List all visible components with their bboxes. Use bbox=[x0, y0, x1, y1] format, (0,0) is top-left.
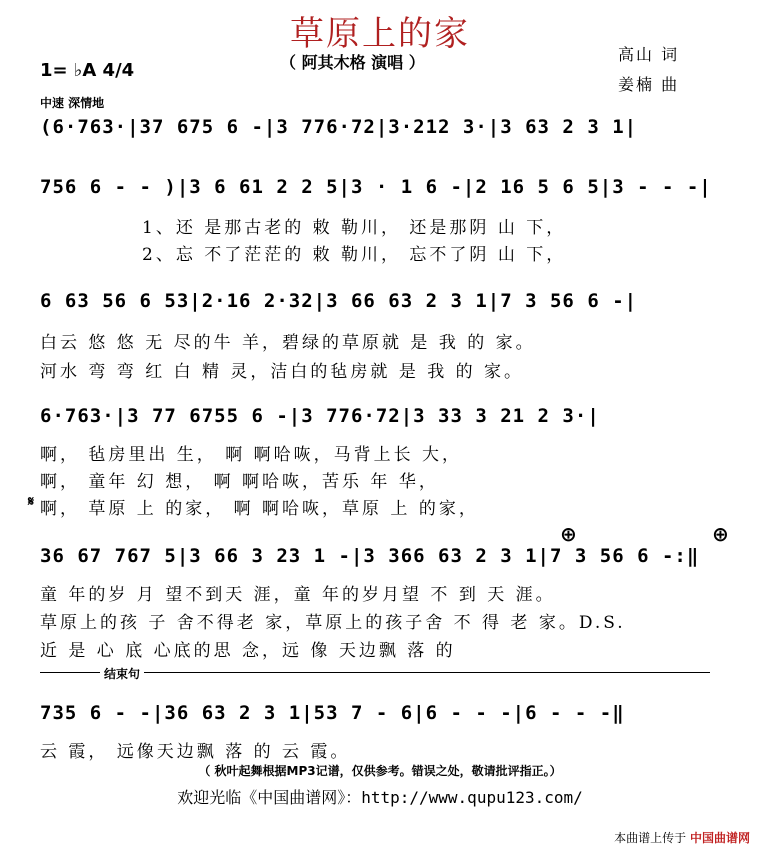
score-row-1: (6·763·|37 675 6 -|3 776·72|3·212 3·|3 63 2 3 1| bbox=[40, 116, 638, 138]
lyric-line: 河水 弯 弯 红 白 精 灵，洁白的毡房就 是 我 的 家。 bbox=[40, 362, 525, 382]
score-row-2: 756 6 - - )|3 6 61 2 2 5|3 · 1 6 -|2 16 5 6 5|3 - - -| bbox=[40, 176, 712, 198]
welcome-link[interactable]: 欢迎光临《中国曲谱网》：http://www.qupu123.com/ bbox=[177, 788, 583, 807]
score-row-6: 735 6 - -|36 63 2 3 1|53 7 - 6|6 - - -|6 - - -‖ bbox=[40, 702, 625, 724]
lyric-line: 1、还 是那古老的 敕 勒川， 还是那阴 山 下， bbox=[142, 218, 567, 238]
performer-credit: （ 阿其木格 演唱 ） bbox=[280, 53, 425, 72]
score-row-4: 6·763·|3 77 6755 6 -|3 776·72|3 33 3 21 2 3·| bbox=[40, 405, 600, 427]
composer-credit: 姜楠 曲 bbox=[618, 75, 680, 94]
lyric-line: 童 年的岁 月 望不到天 涯，童 年的岁月望 不 到 天 涯。 bbox=[40, 585, 556, 605]
lyric-line: 白云 悠 悠 无 尽的牛 羊，碧绿的草原就 是 我 的 家。 bbox=[40, 333, 536, 353]
lyric-line: 近 是 心 底 心底的思 念，远 像 天边飘 落 的 bbox=[40, 641, 456, 661]
segno-icon: 𝄋 bbox=[28, 494, 35, 510]
score-row-5: 36 67 767 5|3 66 3 23 1 -|3 366 63 2 3 1|7 3 56 6 -:‖ bbox=[40, 545, 700, 567]
transcription-note: （ 秋叶起舞根据MP3记谱，仅供参考。错误之处，敬请批评指正。） bbox=[198, 764, 562, 778]
key-signature: 1= ♭A 4/4 bbox=[40, 60, 135, 81]
upload-credit bbox=[614, 829, 750, 846]
lyric-line: 草原上的孩 子 舍不得老 家，草原上的孩子舍 不 得 老 家。D.S. bbox=[40, 613, 626, 633]
lyricist-credit: 高山 词 bbox=[618, 45, 680, 64]
lyric-line: 啊， 童年 幻 想， 啊 啊哈咴，苦乐 年 华， bbox=[40, 472, 439, 492]
song-title: 草原上的家 bbox=[290, 14, 470, 54]
lyric-line: 2、忘 不了茫茫的 敕 勒川， 忘不了阴 山 下， bbox=[142, 245, 567, 265]
brand-logo[interactable]: 中国曲谱网 bbox=[689, 831, 750, 845]
score-row-3: 6 63 56 6 53|2·16 2·32|3 66 63 2 3 1|7 3 56 6 -| bbox=[40, 290, 638, 312]
ending-label: 结束句 bbox=[100, 665, 144, 682]
tempo-marking: 中速 深情地 bbox=[40, 96, 105, 110]
upload-prefix: 本曲谱上传于 bbox=[614, 831, 687, 845]
lyric-line: 云 霞， 远像天边飘 落 的 云 霞。 bbox=[40, 742, 351, 762]
lyric-line: 啊， 草原 上 的家， 啊 啊哈咴，草原 上 的家， bbox=[40, 499, 479, 519]
lyric-line: 啊， 毡房里出 生， 啊 啊哈咴，马背上长 大， bbox=[40, 445, 463, 465]
coda-icon: ⊕ bbox=[560, 522, 577, 546]
coda-icon: ⊕ bbox=[712, 522, 729, 546]
